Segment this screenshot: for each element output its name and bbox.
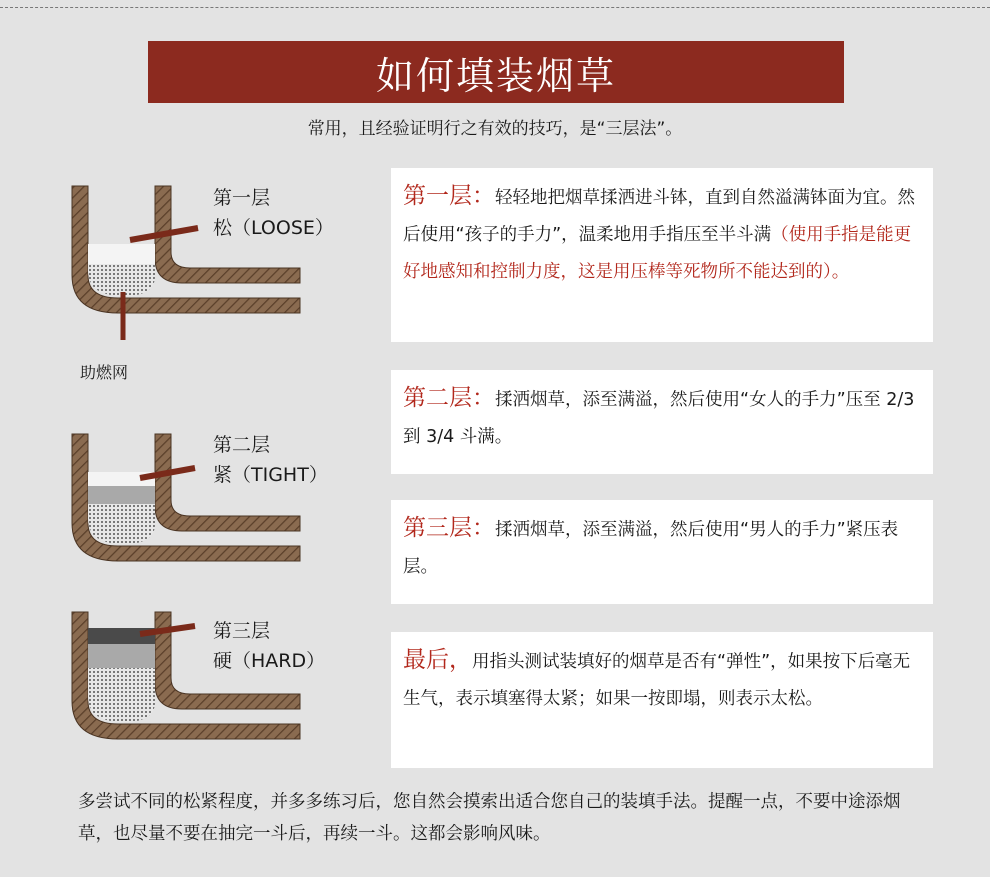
footer-note: 多尝试不同的松紧程度，并多多练习后，您自然会摸索出适合您自己的装填手法。提醒一点，不要中途添烟草，也尽量不要在抽完一斗后，再续一斗。这都会影响风味。 [78,792,901,844]
mesh-label: 助燃网 [80,363,129,382]
page-title: 如何填装烟草 [148,41,844,103]
layer-label-2: 第二层 紧（TIGHT） [213,434,328,486]
step-text: 用指头测试装填好的烟草是否有“弹性”，如果按下后毫无生气，表示填塞得太紧；如果一按即塌，则表示太松。 [403,652,911,709]
step-heading: 最后， [403,647,472,673]
page-subtitle: 常用，且经验证明行之有效的技巧，是“三层法”。 [307,119,683,139]
step-card-2 [391,370,933,474]
step-card-3 [391,500,933,604]
step-text: 揉洒烟草，添至满溢，然后使用“男人的手力”紧压表层。 [403,520,899,577]
step-text: 揉洒烟草，添至满溢，然后使用“女人的手力”压至 2/3 到 3/4 斗满。 [403,390,915,447]
step-card-4 [391,632,933,768]
step-heading: 第一层： [403,183,495,209]
top-dashed-divider [0,7,990,8]
step-heading: 第三层： [403,515,495,541]
layer-label-3: 第三层 硬（HARD） [213,620,326,672]
step-text: 轻轻地把烟草揉洒进斗钵，直到自然溢满钵面为宜。然后使用“孩子的手力”，温柔地用手指压至半斗满 [403,188,915,245]
step-heading: 第二层： [403,385,495,411]
layer-label-1: 第一层 松（LOOSE） [213,187,334,239]
step-note: （使用手指是能更好地感知和控制力度，这是用压棒等死物所不能达到的）。 [403,225,912,282]
step-card-1 [391,168,933,342]
